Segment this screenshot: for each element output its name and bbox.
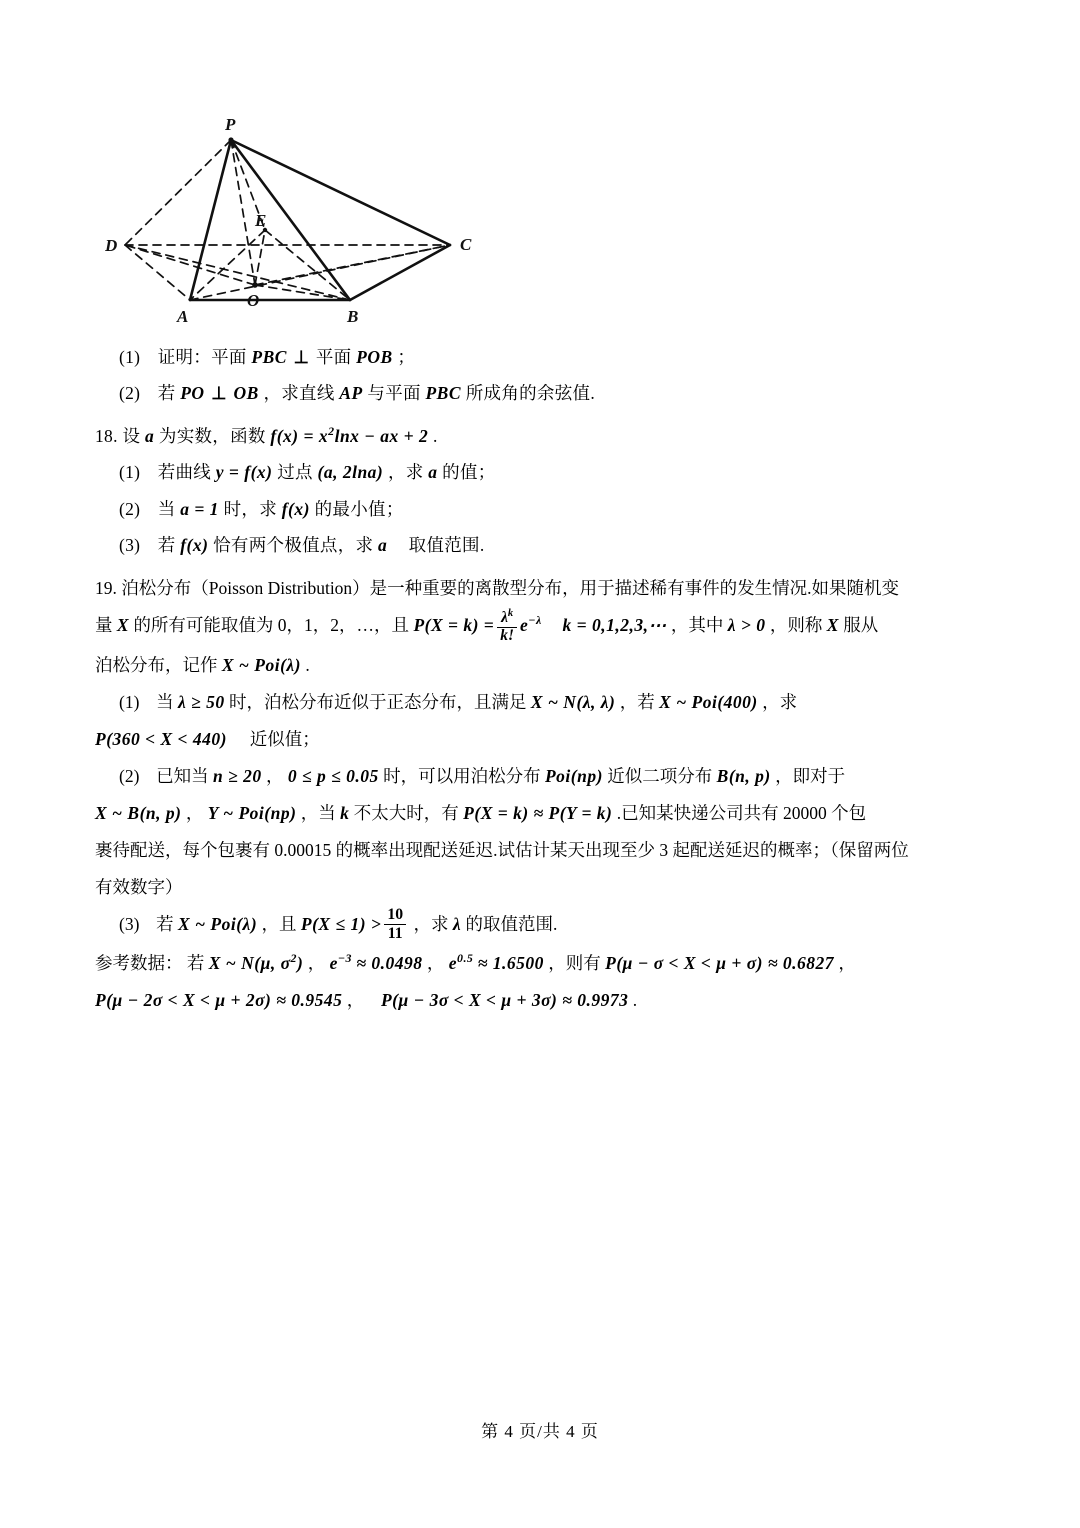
q18-f-exponent: 2: [328, 423, 335, 438]
q19-ref-e3-value: ≈ 0.0498: [356, 953, 423, 974]
q17-item2-ob: OB: [233, 383, 259, 404]
q17-item1-text-b: 平面: [315, 347, 352, 367]
q17-item2-pbc: PBC: [425, 383, 462, 404]
q19-item-1-line2: [95, 722, 990, 757]
q18-item1-c: ，求: [387, 462, 424, 483]
q19-ref-sigma1: P(μ − σ < X < μ + σ) ≈ 0.6827: [605, 953, 834, 974]
q17-item-2: [95, 377, 990, 409]
tetrahedron-figure: [105, 110, 525, 335]
figure-label-O: O: [247, 291, 260, 310]
q19-item3-label: (3): [119, 913, 140, 934]
q19-pmf-k-exponent: k: [507, 607, 514, 619]
figure-label-B: B: [347, 307, 359, 326]
q19-ref-normal-part2: ): [296, 953, 304, 974]
q19-ref-e3-exponent: −3: [337, 951, 352, 966]
q19-item2-l3: 裹待配送，每个包裹有 0.00015 的概率出现配送延迟.试估计某天出现至少 3 起配送延迟的概率；（保留两位: [95, 839, 909, 860]
q19-item3-fraction: [384, 906, 406, 943]
q19-item2-c: 时，可以用泊松分布: [383, 765, 541, 786]
q19-reference-line1: [95, 946, 990, 981]
q18-item3-b: 恰有两个极值点，求: [213, 534, 374, 555]
q19-item1-d: ，求: [762, 691, 798, 712]
q18-item2-c: 的最小值；: [314, 498, 404, 519]
q19-ref-e05-value: ≈ 1.6500: [477, 953, 544, 974]
q18-item3-f: f(x): [180, 534, 209, 555]
q19-reference-line2: [95, 983, 990, 1018]
q19-stem-line3: [95, 648, 990, 683]
q19-ref-f: ，: [346, 990, 365, 1011]
q18-item1-var: a: [428, 462, 438, 483]
q19-item-2-line2: [95, 796, 990, 831]
q17-item1-text-a: 证明：平面: [157, 347, 247, 367]
q19-item2-d: 近似二项分布: [607, 765, 713, 786]
q18-stem-b: 为实数，函数: [158, 425, 266, 446]
q19-item2-l2c: 不太大时，有: [353, 802, 459, 823]
figure-label-C: C: [460, 235, 472, 254]
q17-item1-plane-pob: POB: [356, 347, 393, 367]
q19-item-2-line4: [95, 870, 990, 905]
q19-item1-normal: X ~ N(λ, λ): [530, 691, 616, 712]
q19-item2-l4: 有效数字）: [95, 876, 183, 897]
q17-item2-ap: AP: [339, 383, 363, 404]
q19-stem3-a: 泊松分布，记作: [95, 654, 218, 675]
q19-pmf-fraction: [497, 608, 517, 645]
q19-ref-c: ，: [426, 953, 445, 974]
page-content: [95, 110, 990, 1020]
q18-item1-d: 的值；: [442, 462, 496, 483]
q18-item-3: [95, 529, 990, 561]
q17-item1-plane-pbc: PBC: [251, 347, 287, 367]
q19-item2-label: (2): [119, 765, 140, 786]
q19-stem-line1: [95, 571, 990, 606]
q18-item3-c: 取值范围.: [408, 534, 485, 555]
q19-item1-cond: λ ≥ 50: [178, 691, 225, 712]
q19-stem-text1: 泊松分布（Poisson Distribution）是一种重要的离散型分布，用于描述稀有事件的发生情况.如果随机变: [121, 578, 900, 599]
q17-item2-text-d: 所成角的余弦值.: [465, 383, 595, 404]
figure-label-E: E: [255, 211, 267, 230]
q18-item3-var: a: [378, 534, 388, 555]
q18-item1-a: 若曲线: [157, 462, 212, 483]
q18-item2-b: 时，求: [223, 498, 278, 519]
q18-stem-var: a: [144, 425, 155, 446]
q19-item1-label: (1): [119, 691, 140, 712]
q18-item3-a: 若: [157, 534, 176, 555]
q17-item2-text-c: 与平面: [367, 383, 421, 404]
q19-pmf-lambda: λ: [501, 608, 508, 626]
q19-pmf-denominator: k!: [500, 626, 514, 644]
q19-item2-b: ，: [266, 765, 284, 786]
q19-item3-d: 的取值范围.: [465, 913, 558, 934]
figure-label-A: A: [177, 307, 189, 326]
q19-stem2-X2: X: [826, 615, 839, 636]
q19-poi-notation: X ~ Poi(λ): [221, 654, 301, 675]
q19-item1-poi400: X ~ Poi(400): [659, 691, 758, 712]
q17-item2-text-a: 若: [157, 383, 176, 404]
figure-label-P: P: [225, 115, 236, 134]
q19-ref-d: ，则有: [548, 953, 601, 974]
q17-item-1: [95, 341, 990, 373]
q19-stem2-a: 量: [95, 615, 113, 636]
q17-item2-text-b: ，求直线: [263, 383, 335, 404]
page-footer: [0, 1417, 1080, 1442]
q19-ref-b: ，: [307, 953, 326, 974]
q19-stem2-X: X: [116, 615, 130, 636]
figure-label-D: D: [105, 236, 118, 255]
q19-item2-binomial: B(n, p): [716, 765, 771, 786]
q18-item1-b: 过点: [277, 462, 313, 483]
q19-item2-a: 已知当: [156, 765, 209, 786]
q19-item2-l2b: ，当: [300, 802, 336, 823]
q19-item3-a: 若: [156, 913, 174, 934]
q19-stem2-e2: 服从: [843, 615, 879, 636]
q19-item1-probability: P(360 < X < 440): [95, 728, 227, 749]
q19-ref-sigma-exponent: 2: [290, 951, 297, 966]
q19-stem2-d: ，则称: [769, 615, 823, 636]
q19-ref-e3-base: e: [329, 953, 338, 974]
q19-ref-e-neg3: [330, 953, 352, 973]
q18-stem: [95, 420, 990, 452]
q18-stem-end: .: [432, 425, 438, 446]
q19-item2-ypoi: Y ~ Poi(np): [207, 802, 297, 823]
q18-function-expr: [270, 423, 429, 446]
q18-number: 18.: [95, 425, 118, 446]
q17-item1-end: ；: [397, 347, 416, 367]
q19-pmf-numerator: [497, 608, 517, 628]
q19-pmf-e-exponent: −λ: [528, 613, 542, 628]
q19-item3-frac-num: 10: [384, 906, 406, 925]
q19-item3-c: ，求: [413, 913, 449, 934]
q18-item2-f: f(x): [281, 498, 310, 519]
q19-ref-label: 参考数据：: [95, 953, 183, 974]
q19-pmf-e: e: [519, 615, 529, 636]
q18-item1-label: (1): [119, 462, 141, 483]
q19-item3-poi: X ~ Poi(λ): [178, 913, 258, 934]
q19-number: 19.: [95, 578, 117, 599]
q19-item1-a: 当: [156, 691, 174, 712]
q18-item1-curve: y = f(x): [215, 462, 273, 483]
q18-stem-a: 设: [122, 425, 141, 446]
q19-ref-e05-base: e: [448, 953, 458, 974]
q18-item-2: [95, 493, 990, 525]
q17-item2-label: (2): [119, 383, 141, 404]
q18-item-1: [95, 456, 990, 488]
q19-item2-xb: X ~ B(n, p): [95, 802, 182, 823]
q19-item2-approx-eq: P(X = k) ≈ P(Y = k): [463, 802, 613, 823]
q19-ref-e-half: [449, 953, 474, 973]
q19-item3-prob: P(X ≤ 1) >: [300, 913, 382, 934]
q19-item-1: [95, 685, 990, 720]
q19-stem-line2: [95, 608, 990, 645]
q19-item2-l2a: ，: [185, 802, 204, 823]
q19-item-2-line3: [95, 833, 990, 868]
q19-ref-e: ，: [838, 953, 856, 974]
q19-ref-e05-exponent: 0.5: [457, 951, 474, 966]
q19-item2-k: k: [340, 802, 350, 823]
q19-ref-normal: [209, 953, 304, 973]
q18-f-part2: lnx − ax + 2: [334, 425, 429, 446]
q17-item2-perp: ⊥: [211, 383, 227, 404]
q18-item2-label: (2): [119, 498, 141, 519]
q19-item1-b: 时，泊松分布近似于正态分布，且满足: [229, 691, 527, 712]
q17-item2-po: PO: [180, 383, 205, 404]
page-number-text: 第 4 页/共 4 页: [481, 1422, 599, 1441]
q19-ref-a: 若: [186, 953, 205, 974]
q19-ref-sigma2: P(μ − 2σ < X < μ + 2σ) ≈ 0.9545: [95, 990, 343, 1011]
tetrahedron-svg: [105, 110, 525, 335]
q19-item2-poi-np: Poi(np): [544, 765, 603, 786]
q19-ref-sigma3: P(μ − 3σ < X < μ + 3σ) ≈ 0.9973: [380, 990, 629, 1011]
q19-item-2: [95, 759, 990, 794]
q19-pmf-lhs: P(X = k) =: [413, 615, 495, 636]
q18-item2-cond: a = 1: [180, 498, 219, 519]
q18-item3-label: (3): [119, 534, 141, 555]
q17-item1-perp: ⊥: [293, 347, 310, 367]
q19-k-range: k = 0,1,2,3,⋯: [562, 615, 667, 636]
q19-item2-p-cond: 0 ≤ p ≤ 0.05: [287, 765, 379, 786]
q19-item2-e: ，即对于: [775, 765, 846, 786]
q19-ref-normal-part1: X ~ N(μ, σ: [208, 953, 291, 974]
q19-ref-g: .: [632, 990, 638, 1011]
q19-item2-n-cond: n ≥ 20: [213, 765, 262, 786]
q19-stem2-b: 的所有可能取值为 0，1，2，…，且: [133, 615, 410, 636]
q19-pmf-exp: [520, 615, 542, 635]
q19-item1-c: ，若: [619, 691, 655, 712]
q17-item1-label: (1): [119, 347, 141, 367]
q18-item2-a: 当: [157, 498, 176, 519]
q19-stem3-b: .: [305, 654, 310, 675]
q18-item1-point: (a, 2lna): [317, 462, 384, 483]
q19-stem2-c: ，其中: [670, 615, 724, 636]
q19-lambda-cond: λ > 0: [727, 615, 766, 636]
q19-item3-frac-den: 11: [387, 925, 403, 943]
q19-item-3: [95, 907, 990, 945]
q19-item2-l2d: .已知某快递公司共有 20000 个包: [616, 802, 867, 823]
q18-f-part1: f(x) = x: [270, 425, 329, 446]
q19-item1-approx-text: 近似值；: [249, 728, 320, 749]
q19-item3-lambda: λ: [452, 913, 462, 934]
q19-item3-b: ，且: [261, 913, 297, 934]
